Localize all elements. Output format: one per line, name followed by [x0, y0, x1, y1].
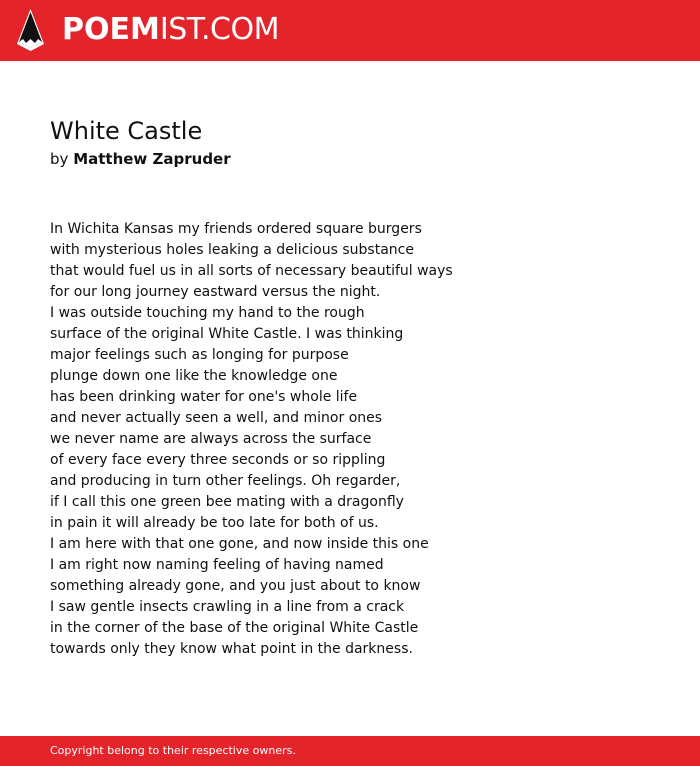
- poem-line: In Wichita Kansas my friends ordered square burgers: [50, 221, 422, 237]
- poem-line: that would fuel us in all sorts of necessary beautiful ways: [50, 263, 453, 279]
- poem-line: of every face every three seconds or so rippling: [50, 452, 386, 468]
- poem-line: I am right now naming feeling of having named: [50, 557, 384, 573]
- copyright-notice: Copyright belong to their respective owners.: [50, 744, 296, 757]
- logo-text-light: IST.COM: [159, 12, 279, 47]
- poem-line: plunge down one like the knowledge one: [50, 368, 338, 384]
- poem-line: and producing in turn other feelings. Oh regarder,: [50, 473, 401, 489]
- poem-line: surface of the original White Castle. I was thinking: [50, 326, 404, 342]
- poem-line: I was outside touching my hand to the rough: [50, 305, 365, 321]
- author-name: Matthew Zapruder: [73, 150, 231, 168]
- poem-line: has been drinking water for one's whole life: [50, 389, 358, 405]
- site-header: [0, 0, 700, 61]
- poem-line: towards only they know what point in the darkness.: [50, 641, 413, 657]
- poem-line: I am here with that one gone, and now inside this one: [50, 536, 429, 552]
- poem-line: something already gone, and you just about to know: [50, 578, 421, 594]
- poem-title: White Castle: [50, 117, 203, 145]
- poem-line: in the corner of the base of the original White Castle: [50, 620, 419, 636]
- poem-line: with mysterious holes leaking a delicious substance: [50, 242, 414, 258]
- site-footer: [0, 736, 700, 766]
- poem-line: if I call this one green bee mating with a dragonfly: [50, 494, 404, 510]
- logo-text-strong: POEM: [62, 12, 160, 47]
- poem-body: [50, 219, 670, 660]
- byline-label: by: [50, 150, 69, 168]
- poem-line: and never actually seen a well, and minor ones: [50, 410, 383, 426]
- byline: [50, 149, 231, 169]
- pencil-tip-icon[interactable]: [17, 9, 44, 51]
- poem-line: we never name are always across the surface: [50, 431, 372, 447]
- poem-line: in pain it will already be too late for both of us.: [50, 515, 379, 531]
- site-logo[interactable]: [62, 12, 279, 48]
- poem-line: major feelings such as longing for purpose: [50, 347, 349, 363]
- poem-line: I saw gentle insects crawling in a line from a crack: [50, 599, 405, 615]
- poem-line: for our long journey eastward versus the night.: [50, 284, 381, 300]
